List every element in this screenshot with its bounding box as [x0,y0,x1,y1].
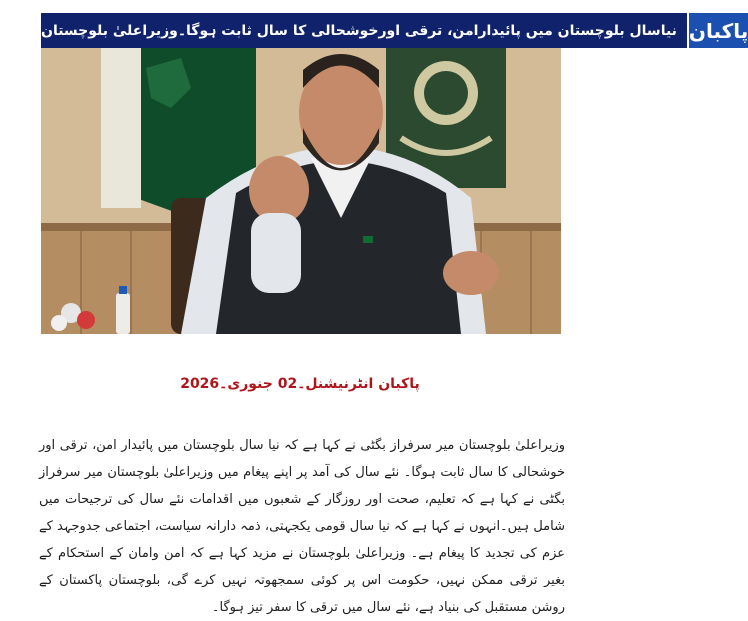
article-photo [41,48,561,334]
article-body: وزیراعلیٰ بلوچستان میر سرفراز بگٹی نے کہا ہے کہ نیا سال بلوچستان میں پائیدار امن، ترقی اور خوشحالی کا سال ثابت ہوگا۔ نئے سال کی آمد پر اپنے پیغام میں وزیراعلیٰ بلوچستان میر سرفراز بگٹی نے کہا ہے کہ تعلیم، صحت اور روزگار کے شعبوں میں اقدامات نئے سال کی ترجیحات میں شامل ہیں۔انہوں نے کہا ہے کہ نیا سال قومی یکجہتی، ذمہ دارانہ سیاست، اجتماعی جدوجہد کے عزم کی تجدید کا پیغام ہے۔ وزیراعلیٰ بلوچستان نے مزید کہا ہے کہ امن وامان کے استحکام کے بغیر ترقی ممکن نہیں، حکومت اس پر کوئی سمجھوتہ نہیں کرے گی، بلوچستان پاکستان کے روشن مستقبل کی بنیاد ہے، نئے سال میں ترقی کا سفر تیز ہوگا۔ [39,438,565,615]
article-header [41,13,748,48]
brand-logo: پاکبان [687,13,748,48]
dateline: پاکبان انٹرنیشنل۔02 جنوری۔2026 [180,376,420,392]
headline: نیاسال بلوچستان میں پائیدارامن، ترقی اورخوشحالی کا سال ثابت ہوگا۔وزیراعلیٰ بلوچستان [41,13,687,48]
